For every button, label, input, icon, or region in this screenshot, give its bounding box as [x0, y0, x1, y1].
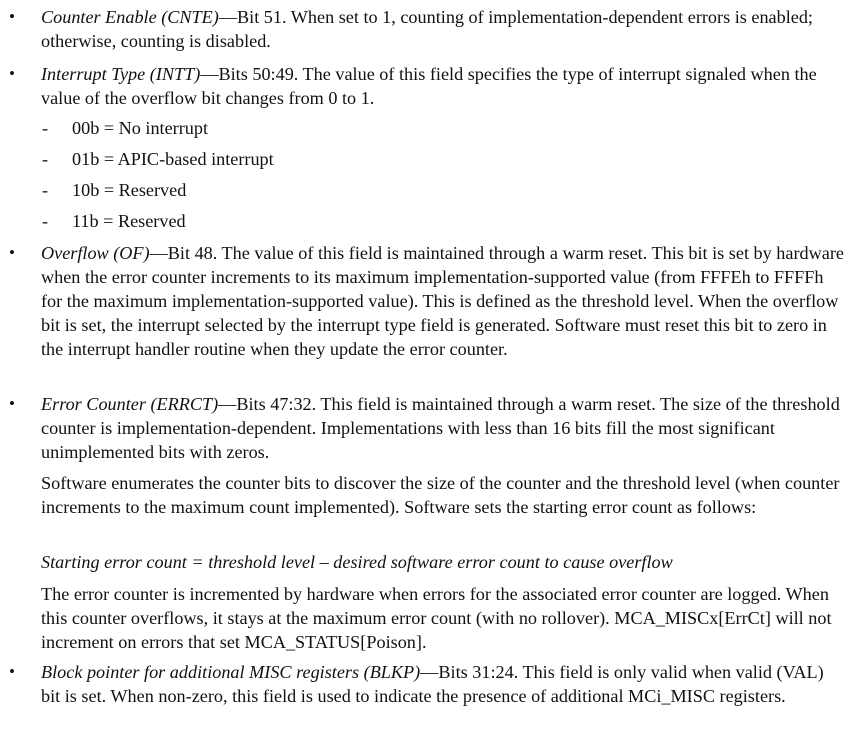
errct-paragraph-enumeration: Software enumerates the counter bits to discover the size of the counter and the threshold level (when counter increments to the maximum count implemented). Software sets the starting error count as follows:: [41, 473, 840, 517]
field-description: —Bit 51. When set to 1, counting of implementation-dependent errors is enabled; otherwise, counting is disabled.: [41, 7, 813, 51]
bullet-marker: •: [9, 662, 15, 681]
bullet-text: [41, 392, 844, 464]
bullet-item-errct: [0, 392, 849, 464]
bullet-text: [41, 62, 844, 110]
bullet-item-of: [0, 241, 849, 361]
errct-formula: [41, 550, 844, 574]
option-text: 00b = No interrupt: [72, 118, 209, 138]
errct-paragraph-increment: The error counter is incremented by hardware when errors for the associated error counter are logged. When this counter overflows, it stays at the maximum error count (with no rollover). MCA_MISCx[ErrCt] will not increment on errors that set MCA_STATUS[Poison].: [41, 584, 832, 652]
option-text: 10b = Reserved: [72, 180, 187, 200]
field-term: Overflow (OF): [41, 243, 150, 263]
bullet-text: [41, 5, 844, 53]
bullet-marker: •: [9, 64, 15, 83]
option-text: 11b = Reserved: [72, 211, 186, 231]
field-term: Error Counter (ERRCT): [41, 394, 219, 414]
bullet-marker: •: [9, 243, 15, 262]
formula-text: Starting error count = threshold level – desired software error count to cause overflow: [41, 552, 673, 572]
option-text: 01b = APIC-based interrupt: [72, 149, 274, 169]
field-description: —Bits 50:49. The value of this field specifies the type of interrupt signaled when the value of the overflow bit changes from 0 to 1.: [41, 64, 817, 108]
bullet-item-intt: [0, 62, 849, 110]
bullet-marker: •: [9, 7, 15, 26]
dash-marker: -: [42, 180, 49, 200]
dash-marker: -: [42, 118, 49, 138]
field-term: Block pointer for additional MISC registers (BLKP): [41, 662, 421, 682]
field-description: —Bits 31:24. This field is only valid when valid (VAL) bit is set. When non-zero, this field is used to indicate the presence of additional MCi_MISC registers.: [41, 662, 824, 706]
field-description: —Bits 47:32. This field is maintained through a warm reset. The size of the threshold counter is implementation-dependent. Implementations with less than 16 bits fill the most significant unimplemented bits with zeros.: [41, 394, 840, 462]
bullet-item-cnte: [0, 5, 849, 53]
bullet-item-blkp: [0, 660, 849, 708]
dash-marker: -: [42, 211, 49, 231]
field-term: Counter Enable (CNTE): [41, 7, 219, 27]
field-term: Interrupt Type (INTT): [41, 64, 201, 84]
bullet-text: [41, 241, 844, 361]
dash-marker: -: [42, 149, 49, 169]
bullet-text: [41, 660, 844, 708]
bullet-marker: •: [9, 394, 15, 413]
field-description: —Bit 48. The value of this field is maintained through a warm reset. This bit is set by hardware when the error counter increments to its maximum implementation-supported value (from FFFEh to FFFFh for the maximum implementation-supported value). This is defined as the threshold level. When the overflow bit is set, the interrupt selected by the interrupt type field is generated. Software must reset this bit to zero in the interrupt handler routine when they update the error counter.: [41, 243, 844, 359]
